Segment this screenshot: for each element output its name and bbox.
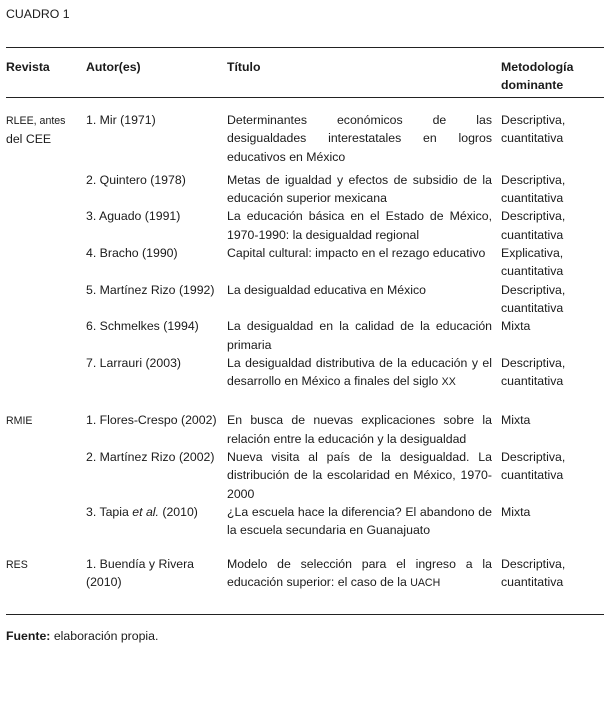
titulo-text: La desigualdad en la calidad de la educación primaria [227, 319, 492, 352]
autor-cell: 3. Aguado (1991) [86, 209, 181, 224]
revista-cell-empty [6, 448, 86, 503]
header-metodologia [501, 58, 573, 94]
header-rule [6, 97, 604, 98]
autor-etal: et al. [132, 504, 159, 519]
titulo-text: La desigualdad distributiva de la educación y el desarrollo en México a finales del siglo [227, 355, 492, 389]
metodologia-cell: Mixta [501, 413, 531, 428]
titulo-text: ¿La escuela hace la diferencia? El abandono de la escuela secundaria en Guanajuato [227, 504, 492, 538]
header-metodologia-l1: Metodología [501, 60, 574, 74]
metodologia-cell: Descriptiva, cuantitativa [501, 172, 566, 206]
metodologia-cell: Descriptiva, cuantitativa [501, 556, 566, 589]
table-caption: CUADRO 1 [6, 7, 70, 21]
metodologia-cell: Descriptiva, cuantitativa [501, 450, 566, 483]
autor-cell: 2. Martínez Rizo (2002) [86, 450, 215, 465]
revista-name-l2: del CEE [6, 132, 52, 147]
bottom-rule [6, 614, 604, 615]
revista-cell-empty [6, 171, 86, 208]
table-row [0, 354, 604, 412]
table-row [0, 111, 604, 171]
header-titulo: Título [227, 60, 261, 74]
table-row [0, 244, 604, 281]
titulo-cell [227, 503, 501, 540]
autor-cell [86, 503, 227, 540]
revista-cell-empty [6, 281, 86, 318]
titulo-cell [227, 317, 501, 354]
revista-cell-empty [6, 354, 86, 392]
titulo-cell [227, 555, 501, 593]
table-row [0, 171, 604, 208]
header-revista: Revista [6, 60, 50, 74]
metodologia-cell: Mixta [501, 319, 531, 334]
autor-cell: 2. Quintero (1978) [86, 172, 186, 187]
table-row [0, 555, 604, 593]
titulo-cell [227, 281, 501, 318]
titulo-cell [227, 244, 501, 281]
titulo-cell [227, 448, 501, 503]
autor-text: 3. Tapia [86, 504, 133, 519]
autor-cell: 1. Buendía y Rivera (2010) [86, 556, 195, 589]
titulo-text: Metas de igualdad y efectos de subsidio de la educación superior mexicana [227, 172, 492, 206]
metodologia-cell: Descriptiva, cuantitativa [501, 113, 566, 146]
metodologia-cell: Mixta [501, 504, 531, 519]
titulo-text: Nueva visita al país de la desigualdad. La distribución de la escolaridad en México, 1970-2000 [227, 450, 492, 501]
titulo-text: Determinantes económicos de las desigualdades interestatales en logros educativos en México [227, 113, 492, 164]
autor-cell: 4. Bracho (1990) [86, 246, 178, 261]
revista-name: RLEE, antes [6, 115, 66, 127]
metodologia-cell: Descriptiva, cuantitativa [501, 355, 566, 389]
titulo-text: La educación básica en el Estado de México, 1970-1990: la desigualdad regional [227, 209, 492, 242]
titulo-acronym: XX [441, 376, 456, 389]
autor-cell: 6. Schmelkes (1994) [86, 319, 199, 334]
titulo-cell [227, 171, 501, 208]
titulo-text: En busca de nuevas explicaciones sobre la relación entre la educación y la desigualdad [227, 413, 492, 446]
metodologia-cell: Explicativa, cuantitativa [501, 246, 564, 279]
table-row [0, 503, 604, 555]
metodologia-cell: Descriptiva, cuantitativa [501, 282, 566, 315]
table-row [0, 317, 604, 354]
table-row [0, 281, 604, 318]
revista-cell-empty [6, 503, 86, 540]
header-autores: Autor(es) [86, 60, 141, 74]
revista-cell [6, 111, 86, 166]
table-rows [0, 111, 604, 592]
table-row [0, 207, 604, 244]
source-text: elaboración propia. [50, 629, 159, 644]
autor-year: (2010) [158, 504, 198, 519]
revista-cell-empty [6, 317, 86, 354]
revista-cell-empty [6, 244, 86, 281]
revista-name: RMIE [6, 415, 33, 428]
titulo-text: Capital cultural: impacto en el rezago educativo [227, 246, 486, 261]
revista-cell [6, 555, 86, 593]
titulo-text: La desigualdad educativa en México [227, 282, 426, 297]
titulo-cell [227, 111, 501, 166]
metodologia-cell: Descriptiva, cuantitativa [501, 209, 566, 242]
table-source [6, 629, 604, 643]
revista-cell [6, 411, 86, 448]
table-row [0, 448, 604, 503]
autor-cell: 1. Mir (1971) [86, 113, 156, 127]
autor-cell: 5. Martínez Rizo (1992) [86, 282, 215, 297]
top-rule [6, 47, 604, 48]
table-row [0, 411, 604, 448]
titulo-cell [227, 411, 501, 448]
autor-cell: 1. Flores-Crespo (2002) [86, 413, 217, 428]
autor-cell: 7. Larrauri (2003) [86, 355, 182, 370]
titulo-cell [227, 354, 501, 392]
titulo-cell [227, 207, 501, 244]
titulo-text: Modelo de selección para el ingreso a la educación superior: el caso de la [227, 556, 492, 589]
table-body [0, 111, 604, 643]
header-metodologia-l2: dominante [501, 78, 564, 92]
titulo-acronym: UACH [410, 576, 441, 589]
revista-name: RES [6, 558, 28, 571]
source-label: Fuente: [6, 629, 51, 644]
revista-cell-empty [6, 207, 86, 244]
